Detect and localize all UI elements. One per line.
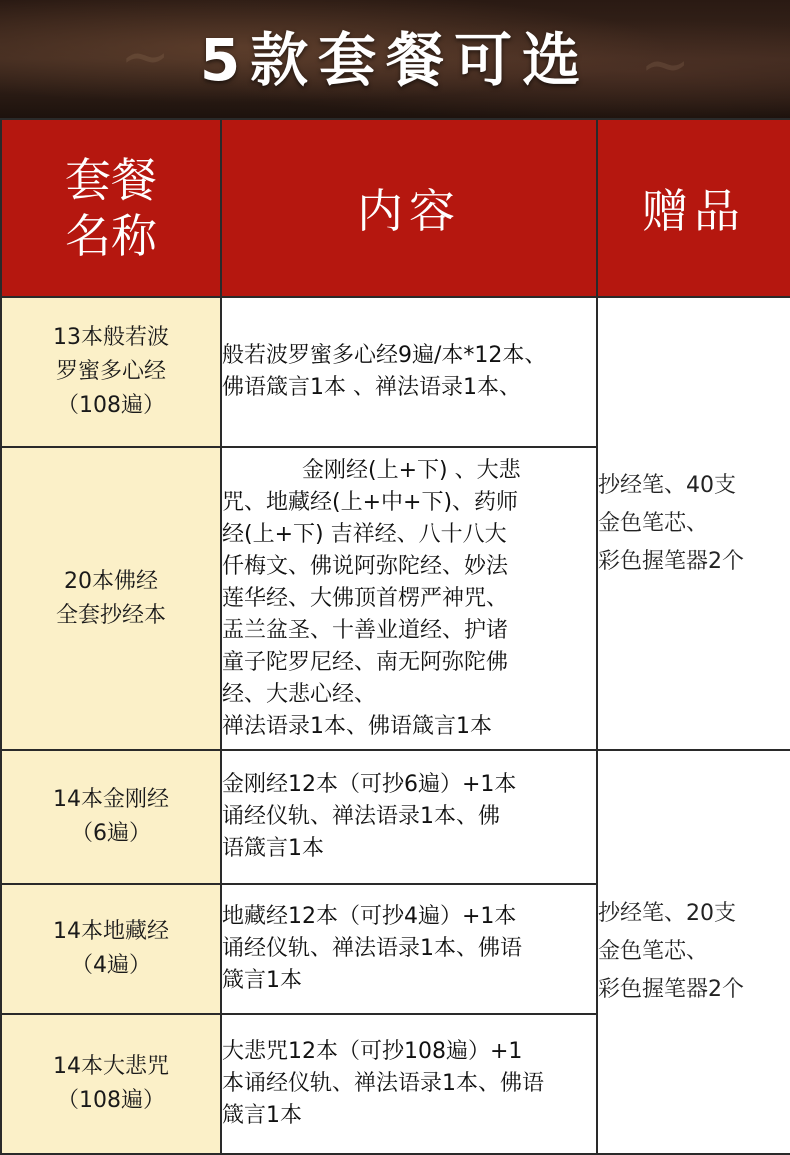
- package-name: 20本佛经 全套抄经本: [1, 447, 221, 750]
- package-content: 大悲咒12本（可抄108遍）+1 本诵经仪轨、禅法语录1本、佛语 箴言1本: [221, 1014, 597, 1154]
- table-row: [1, 750, 790, 884]
- package-content: 般若波罗蜜多心经9遍/本*12本、 佛语箴言1本 、禅法语录1本、: [221, 297, 597, 447]
- banner: [0, 0, 790, 118]
- banner-decoration: ~: [640, 30, 691, 100]
- package-content: 地藏经12本（可抄4遍）+1本 诵经仪轨、禅法语录1本、佛语 箴言1本: [221, 884, 597, 1014]
- package-name: 14本金刚经 （6遍）: [1, 750, 221, 884]
- table-row: [1, 297, 790, 447]
- package-name: 13本般若波 罗蜜多心经 （108遍）: [1, 297, 221, 447]
- gift-cell: 抄经笔、20支 金色笔芯、 彩色握笔器2个: [597, 750, 790, 1154]
- header-content: 内容: [221, 119, 597, 297]
- package-name: 14本大悲咒 （108遍）: [1, 1014, 221, 1154]
- header-package-name: 套餐 名称: [1, 119, 221, 297]
- package-name: 14本地藏经 （4遍）: [1, 884, 221, 1014]
- table-header-row: [1, 119, 790, 297]
- header-gift: 赠品: [597, 119, 790, 297]
- banner-title: 5款套餐可选: [199, 26, 591, 94]
- gift-cell: 抄经笔、40支 金色笔芯、 彩色握笔器2个: [597, 297, 790, 750]
- package-content: 金刚经12本（可抄6遍）+1本 诵经仪轨、禅法语录1本、佛 语箴言1本: [221, 750, 597, 884]
- package-table: [0, 118, 790, 1155]
- package-content: 金刚经(上+下) 、大悲 咒、地藏经(上+中+下)、药师 经(上+下) 吉祥经、八十八大 仟梅文、佛说阿弥陀经、妙法 莲华经、大佛顶首楞严神咒、 盂兰盆圣、十善业道经、护诸 童子陀罗尼经、南无阿弥陀佛 经、大悲心经、 禅法语录1本、佛语箴言1本: [221, 447, 597, 750]
- banner-decoration: ~: [120, 22, 171, 92]
